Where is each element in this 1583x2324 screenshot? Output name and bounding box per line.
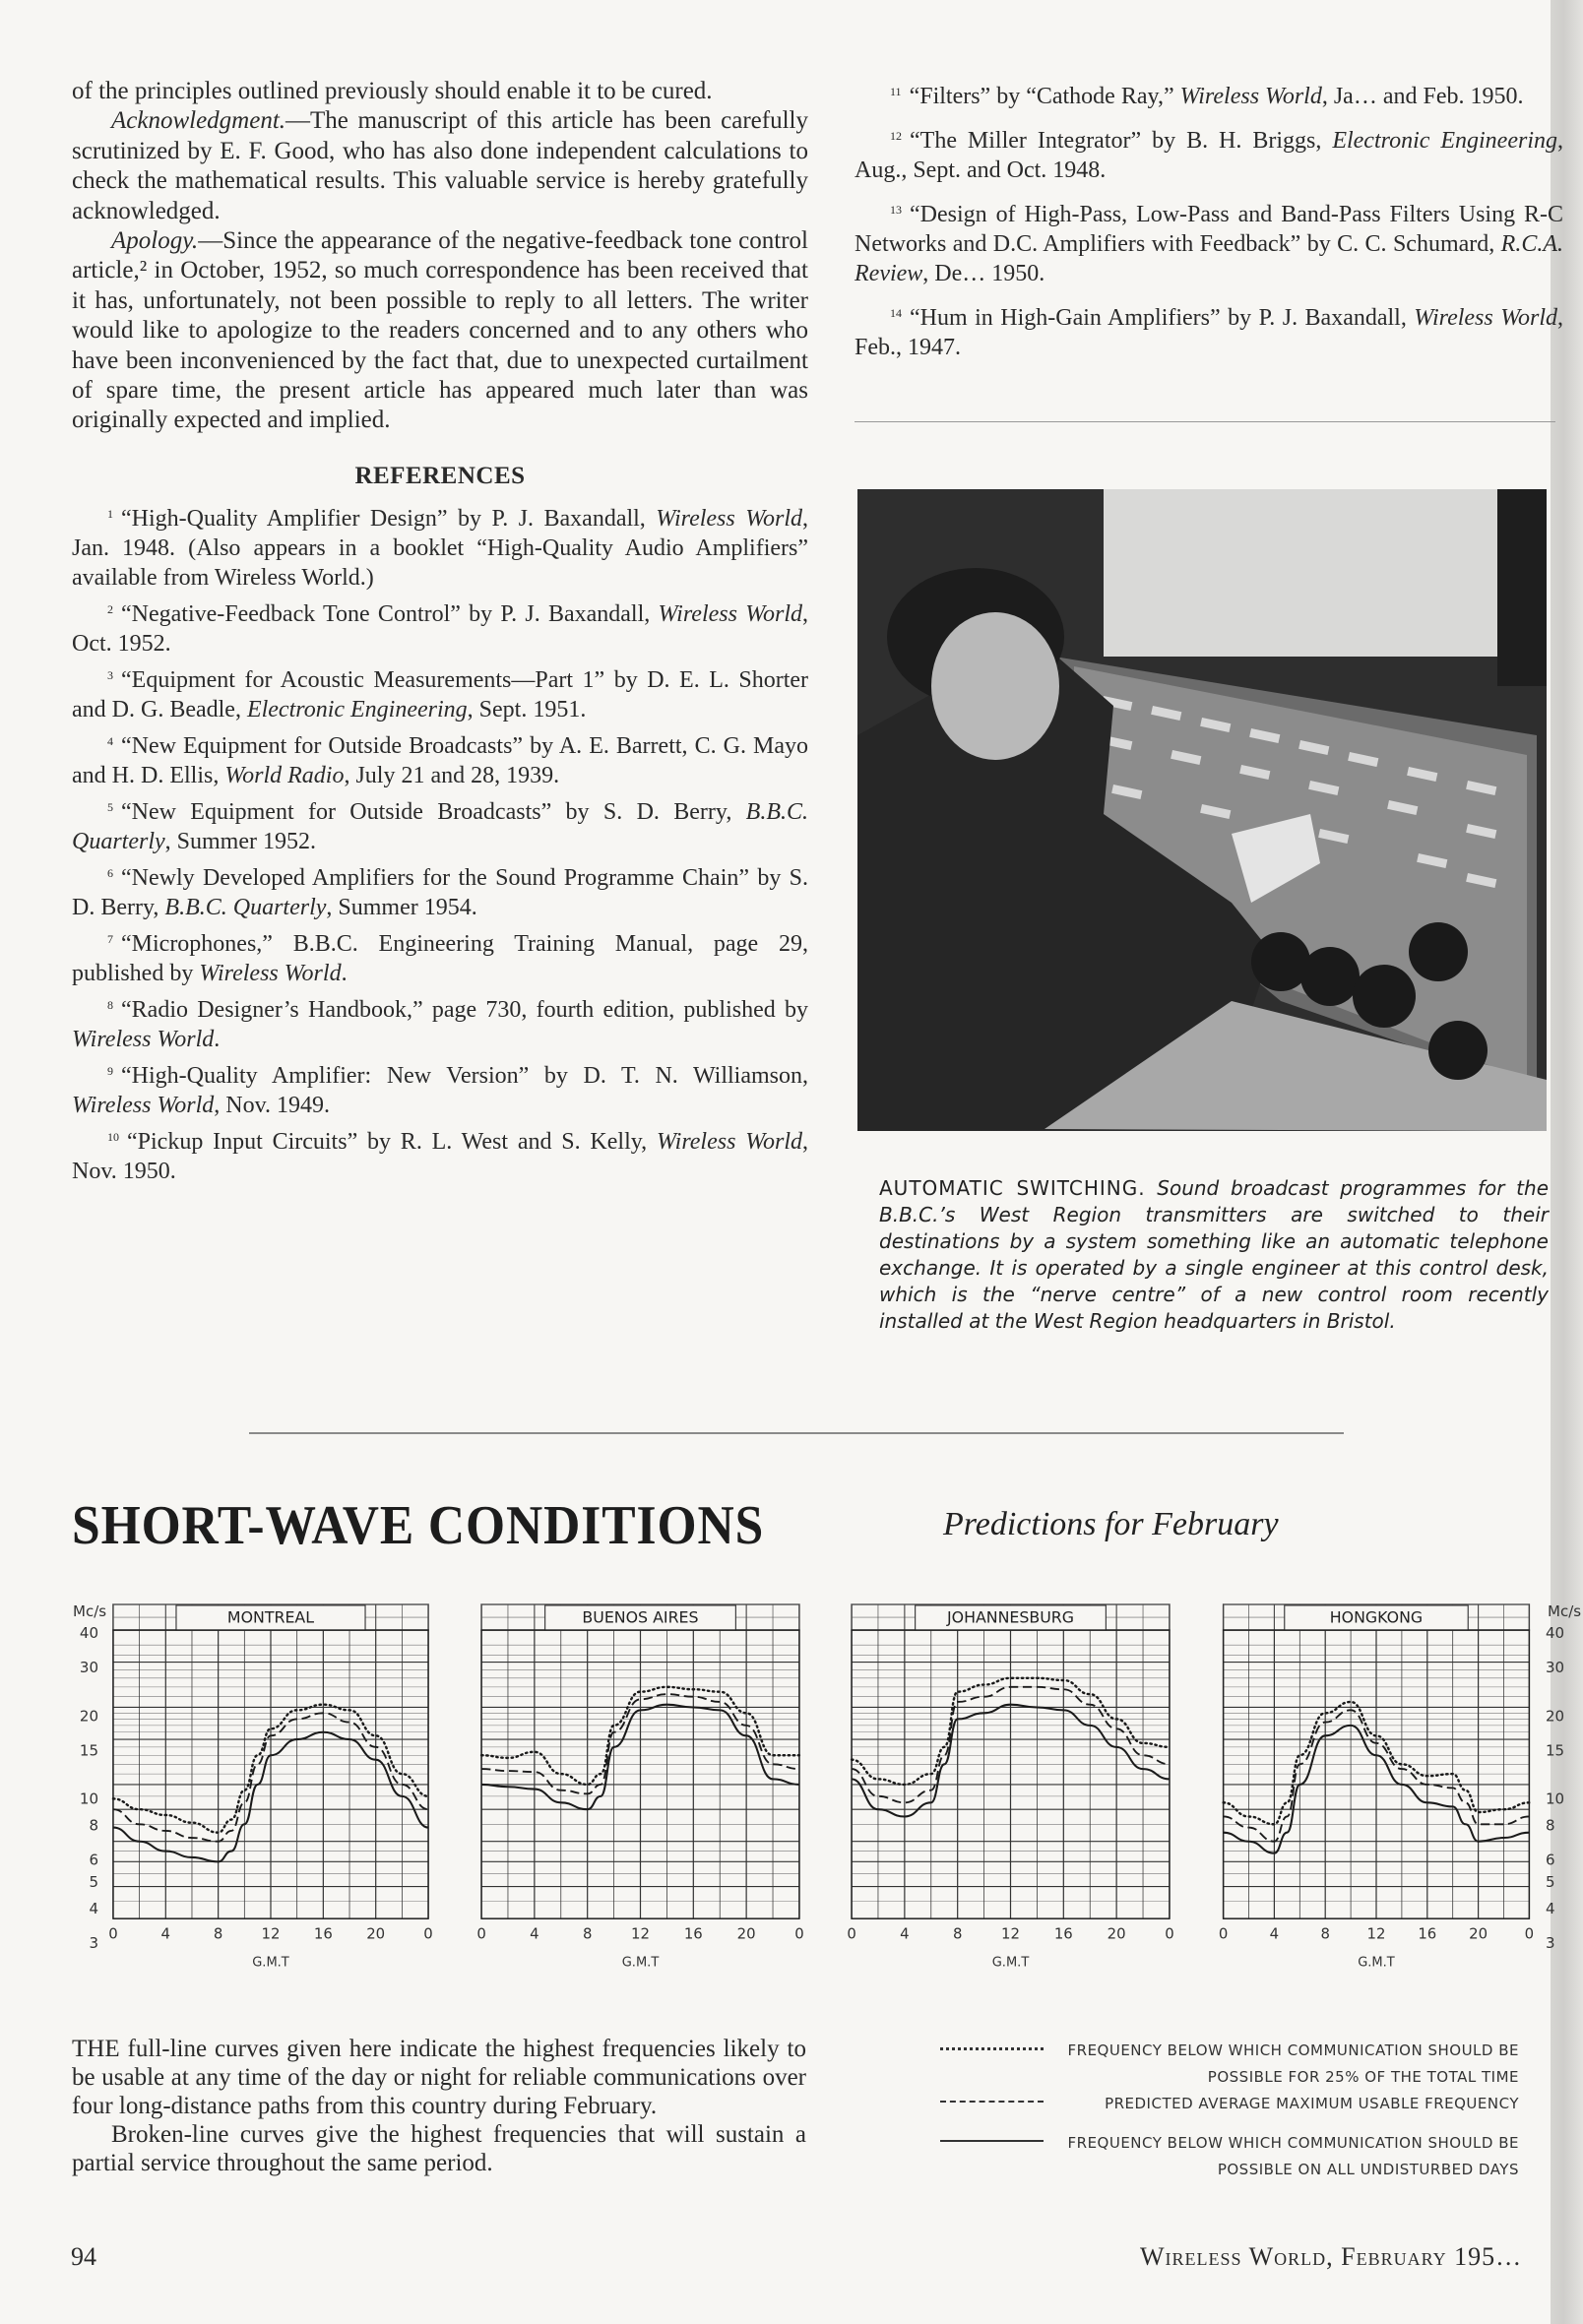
chart-johannesburg bbox=[840, 1607, 1181, 1971]
reference-item bbox=[72, 595, 808, 659]
svg-text:4: 4 bbox=[89, 1900, 98, 1918]
svg-text:3: 3 bbox=[1546, 1934, 1555, 1952]
svg-text:10: 10 bbox=[1546, 1790, 1565, 1808]
reference-publication: Wireless World bbox=[656, 506, 803, 533]
reference-publication: Electronic Engineering bbox=[1332, 128, 1557, 154]
shortwave-title: SHORT-WAVE CONDITIONS bbox=[72, 1495, 765, 1556]
svg-text:12: 12 bbox=[261, 1924, 281, 1943]
svg-text:20: 20 bbox=[1469, 1924, 1488, 1943]
left-column bbox=[72, 77, 808, 1188]
svg-text:BUENOS AIRES: BUENOS AIRES bbox=[582, 1607, 699, 1627]
reference-publication: Wireless World bbox=[1179, 84, 1322, 109]
svg-text:20: 20 bbox=[1546, 1707, 1565, 1726]
page-number: 94 bbox=[71, 2242, 96, 2271]
svg-text:30: 30 bbox=[1546, 1658, 1565, 1676]
svg-text:4: 4 bbox=[530, 1924, 539, 1943]
reference-title: “The Miller Integrator” by B. H. Briggs, bbox=[910, 128, 1333, 154]
reference-details: . bbox=[214, 1027, 221, 1053]
reference-details: , Sept. 1951. bbox=[467, 697, 587, 723]
reference-publication: B.B.C. Quarterly bbox=[164, 895, 327, 921]
reference-item bbox=[855, 121, 1563, 185]
svg-text:4: 4 bbox=[1269, 1924, 1280, 1943]
reference-number: 8 bbox=[107, 998, 113, 1013]
svg-text:30: 30 bbox=[79, 1658, 98, 1676]
dashed-line-sample bbox=[940, 2101, 1044, 2103]
reference-title: “Negative-Feedback Tone Control” by P. J. Baxandall, bbox=[121, 601, 659, 628]
reference-number: 6 bbox=[107, 866, 113, 881]
reference-details: , De… 1950. bbox=[922, 261, 1045, 286]
svg-text:20: 20 bbox=[366, 1924, 386, 1943]
reference-title: “High-Quality Amplifier Design” by P. J. Baxandall, bbox=[121, 506, 657, 533]
reference-number: 3 bbox=[107, 668, 113, 683]
svg-text:5: 5 bbox=[1546, 1872, 1555, 1891]
explanation-paragraph-2: Broken-line curves give the highest frequencies that will sustain a partial service throughout the same period. bbox=[72, 2121, 806, 2176]
chart-plot bbox=[1212, 1604, 1541, 1974]
apology-paragraph bbox=[72, 226, 808, 436]
svg-text:4: 4 bbox=[1546, 1900, 1555, 1918]
continued-paragraph: of the principles outlined previously should enable it to be cured. bbox=[72, 78, 713, 104]
svg-text:4: 4 bbox=[160, 1924, 171, 1943]
svg-text:6: 6 bbox=[89, 1851, 98, 1869]
dotted-line-sample bbox=[940, 2047, 1044, 2050]
chart-hongkong bbox=[1212, 1607, 1541, 1971]
reference-item bbox=[72, 924, 808, 988]
reference-title: “High-Quality Amplifier: New Version” by D. T. N. Williamson, bbox=[121, 1063, 808, 1090]
apology-label: Apology. bbox=[111, 227, 199, 255]
svg-text:8: 8 bbox=[1546, 1816, 1555, 1835]
svg-text:12: 12 bbox=[1366, 1924, 1386, 1943]
references-list-left bbox=[72, 499, 808, 1186]
svg-text:3: 3 bbox=[89, 1934, 98, 1952]
reference-title: “Newly Developed Amplifiers for the Sound Programme Chain” by S. D. Berry, bbox=[72, 865, 808, 921]
svg-text:8: 8 bbox=[213, 1924, 223, 1943]
reference-number: 7 bbox=[107, 932, 113, 947]
reference-number: 9 bbox=[107, 1064, 113, 1079]
caption-lead: AUTOMATIC SWITCHING. bbox=[879, 1176, 1146, 1200]
svg-text:0: 0 bbox=[476, 1924, 486, 1943]
svg-text:40: 40 bbox=[1546, 1624, 1565, 1642]
acknowledgment-paragraph bbox=[72, 106, 808, 226]
svg-text:0: 0 bbox=[1218, 1924, 1229, 1943]
reference-publication: Wireless World bbox=[72, 1027, 215, 1053]
chart-plot bbox=[470, 1604, 811, 1974]
chart-montreal bbox=[101, 1607, 440, 1971]
svg-text:8: 8 bbox=[582, 1924, 593, 1943]
reference-item bbox=[72, 726, 808, 790]
reference-title: “Radio Designer’s Handbook,” page 730, fourth edition, published by bbox=[121, 997, 808, 1024]
svg-text:G.M.T: G.M.T bbox=[252, 1955, 289, 1971]
section-divider-rule bbox=[249, 1432, 1344, 1434]
reference-publication: Electronic Engineering bbox=[246, 697, 468, 723]
svg-text:40: 40 bbox=[79, 1624, 98, 1642]
svg-text:15: 15 bbox=[1546, 1741, 1565, 1760]
chart-legend bbox=[940, 2038, 1531, 2183]
reference-item bbox=[72, 499, 808, 593]
svg-text:0: 0 bbox=[794, 1924, 804, 1943]
chart-buenos-aires bbox=[470, 1607, 811, 1971]
reference-item bbox=[72, 1122, 808, 1186]
svg-text:0: 0 bbox=[108, 1924, 118, 1943]
reference-number: 1 bbox=[107, 507, 113, 522]
control-desk-photo bbox=[857, 489, 1547, 1131]
column-divider-rule bbox=[855, 421, 1555, 422]
reference-item bbox=[855, 195, 1563, 288]
reference-publication: R.C.A. Review bbox=[855, 231, 1563, 286]
reference-number: 12 bbox=[890, 129, 902, 143]
reference-number: 13 bbox=[890, 203, 902, 217]
reference-details: , Summer 1952. bbox=[164, 829, 316, 855]
svg-text:MONTREAL: MONTREAL bbox=[226, 1607, 315, 1627]
reference-title: “Microphones,” B.B.C. Engineering Training Manual, page 29, published by bbox=[72, 931, 808, 987]
reference-publication: B.B.C. Quarterly bbox=[72, 799, 808, 855]
references-heading: REFERENCES bbox=[354, 462, 526, 489]
svg-text:15: 15 bbox=[79, 1741, 98, 1760]
chart-plot bbox=[101, 1604, 440, 1974]
reference-publication: Wireless World bbox=[656, 1129, 803, 1156]
svg-text:0: 0 bbox=[847, 1924, 856, 1943]
reference-publication: Wireless World bbox=[1414, 305, 1557, 331]
reference-title: “Design of High-Pass, Low-Pass and Band-Pass Filters Using R-C Networks and D.C. Amplifiers with Feedback” by C. C. Schumard, bbox=[855, 202, 1563, 257]
legend-item-dotted bbox=[940, 2038, 1531, 2091]
legend-item-solid bbox=[940, 2130, 1531, 2183]
reference-item bbox=[72, 1056, 808, 1120]
photo-illustration bbox=[857, 489, 1547, 1131]
reference-item bbox=[72, 792, 808, 856]
y-axis-labels-right bbox=[1544, 1595, 1583, 1969]
svg-text:G.M.T: G.M.T bbox=[991, 1955, 1030, 1971]
legend-item-dashed bbox=[940, 2091, 1531, 2130]
reference-number: 10 bbox=[107, 1130, 119, 1145]
reference-publication: Wireless World bbox=[72, 1093, 215, 1119]
reference-details: , July 21 and 28, 1939. bbox=[344, 763, 560, 789]
svg-text:16: 16 bbox=[1053, 1924, 1073, 1943]
svg-text:6: 6 bbox=[1546, 1851, 1555, 1869]
shortwave-explanation bbox=[72, 2035, 806, 2177]
svg-text:8: 8 bbox=[952, 1924, 963, 1943]
svg-text:0: 0 bbox=[423, 1924, 433, 1943]
svg-text:0: 0 bbox=[1524, 1924, 1535, 1943]
reference-publication: Wireless World bbox=[658, 601, 803, 628]
svg-text:12: 12 bbox=[631, 1924, 650, 1943]
svg-text:20: 20 bbox=[736, 1924, 756, 1943]
apology-text: —Since the appearance of the negative-feedback tone control article,² in October, 1952, so much correspondence has been received that it has, unfortunately, not been possible to reply to all letters. The writer would like to apologize to the readers concerned and to any others who have been inconvenienced by the fact that, due to unexpected curtailment of spare time, the present article has appeared much later than was originally expected and implied. bbox=[72, 227, 808, 434]
reference-details: , Aug., Sept. and Oct. 1948. bbox=[855, 128, 1563, 183]
svg-text:4: 4 bbox=[900, 1924, 910, 1943]
solid-line-sample bbox=[940, 2140, 1044, 2142]
svg-text:8: 8 bbox=[1320, 1924, 1330, 1943]
reference-item bbox=[72, 660, 808, 724]
explanation-paragraph-1: THE full-line curves given here indicate the highest frequencies likely to be usable at any time of the day or night for reliable communications over four long-distance paths from this country during February. bbox=[72, 2036, 806, 2119]
references-list-right bbox=[855, 77, 1563, 362]
svg-text:10: 10 bbox=[79, 1790, 98, 1808]
reference-details: , Ja… and Feb. 1950. bbox=[1321, 84, 1524, 109]
reference-number: 5 bbox=[107, 800, 113, 815]
svg-text:HONGKONG: HONGKONG bbox=[1329, 1607, 1424, 1627]
reference-item bbox=[72, 990, 808, 1054]
svg-text:G.M.T: G.M.T bbox=[621, 1955, 660, 1971]
svg-text:Mc/s: Mc/s bbox=[73, 1602, 107, 1620]
reference-title: “Pickup Input Circuits” by R. L. West and S. Kelly, bbox=[127, 1129, 657, 1156]
svg-text:JOHANNESBURG: JOHANNESBURG bbox=[946, 1607, 1075, 1627]
reference-publication: World Radio bbox=[224, 763, 345, 789]
svg-text:G.M.T: G.M.T bbox=[1358, 1955, 1395, 1971]
reference-details: , Nov. 1949. bbox=[214, 1093, 331, 1119]
reference-number: 11 bbox=[890, 85, 902, 98]
reference-title: “Filters” by “Cathode Ray,” bbox=[909, 84, 1180, 109]
reference-item bbox=[855, 77, 1563, 111]
shortwave-subtitle: Predictions for February bbox=[943, 1506, 1279, 1542]
reference-details: , Feb., 1947. bbox=[855, 305, 1563, 360]
reference-publication: Wireless World bbox=[199, 961, 342, 987]
legend-text: PREDICTED AVERAGE MAXIMUM USABLE FREQUENCY bbox=[1105, 2095, 1519, 2112]
svg-text:Mc/s: Mc/s bbox=[1548, 1602, 1582, 1620]
svg-text:5: 5 bbox=[89, 1872, 98, 1891]
reference-details: , Nov. 1950. bbox=[72, 1129, 809, 1185]
chart-plot bbox=[840, 1604, 1181, 1974]
reference-details: , Summer 1954. bbox=[326, 895, 477, 921]
y-axis-labels bbox=[69, 1595, 118, 1969]
svg-text:20: 20 bbox=[79, 1707, 98, 1726]
photo-caption bbox=[879, 1175, 1549, 1335]
reference-title: “Equipment for Acoustic Measurements—Part 1” by D. E. L. Shorter and D. G. Beadle, bbox=[72, 667, 808, 723]
reference-title: “New Equipment for Outside Broadcasts” by S. D. Berry, bbox=[121, 799, 746, 826]
svg-text:20: 20 bbox=[1107, 1924, 1126, 1943]
svg-text:16: 16 bbox=[683, 1924, 703, 1943]
reference-title: “Hum in High-Gain Amplifiers” by P. J. Baxandall, bbox=[910, 305, 1415, 331]
right-column bbox=[855, 77, 1563, 372]
svg-text:0: 0 bbox=[1165, 1924, 1174, 1943]
caption-text: Sound broadcast programmes for the B.B.C.’s West Region transmitters are switched to their destinations by a system something like an automatic telephone exchange. It is operated by a single engineer at this control desk, which is the “nerve centre” of a new control room recently installed at the West Region headquarters in Bristol. bbox=[879, 1176, 1549, 1333]
reference-details: , Oct. 1952. bbox=[72, 601, 809, 658]
reference-number: 2 bbox=[107, 602, 113, 617]
legend-text: FREQUENCY BELOW WHICH COMMUNICATION SHOULD BE POSSIBLE ON ALL UNDISTURBED DAYS bbox=[1067, 2134, 1519, 2178]
reference-item bbox=[855, 298, 1563, 362]
acknowledgment-text: —The manuscript of this article has been carefully scrutinized by E. F. Good, who has also done independent calculations to check the mathematical results. This valuable service is hereby gratefully acknowledged. bbox=[72, 107, 808, 224]
svg-text:16: 16 bbox=[1418, 1924, 1437, 1943]
reference-title: “New Equipment for Outside Broadcasts” by A. E. Barrett, C. G. Mayo and H. D. Ellis, bbox=[72, 733, 808, 789]
legend-text: FREQUENCY BELOW WHICH COMMUNICATION SHOULD BE POSSIBLE FOR 25% OF THE TOTAL TIME bbox=[1067, 2041, 1519, 2086]
reference-details: , Jan. 1948. (Also appears in a booklet “High-Quality Audio Amplifiers” available from Wireless World.) bbox=[72, 506, 809, 592]
acknowledgment-label: Acknowledgment. bbox=[111, 107, 286, 135]
running-head: Wireless World, February 195… bbox=[1140, 2242, 1523, 2271]
reference-details: . bbox=[341, 961, 348, 987]
reference-number: 14 bbox=[890, 306, 902, 320]
svg-text:8: 8 bbox=[89, 1816, 98, 1835]
svg-text:16: 16 bbox=[313, 1924, 333, 1943]
reference-number: 4 bbox=[107, 734, 113, 749]
reference-item bbox=[72, 858, 808, 922]
svg-text:12: 12 bbox=[1001, 1924, 1020, 1943]
